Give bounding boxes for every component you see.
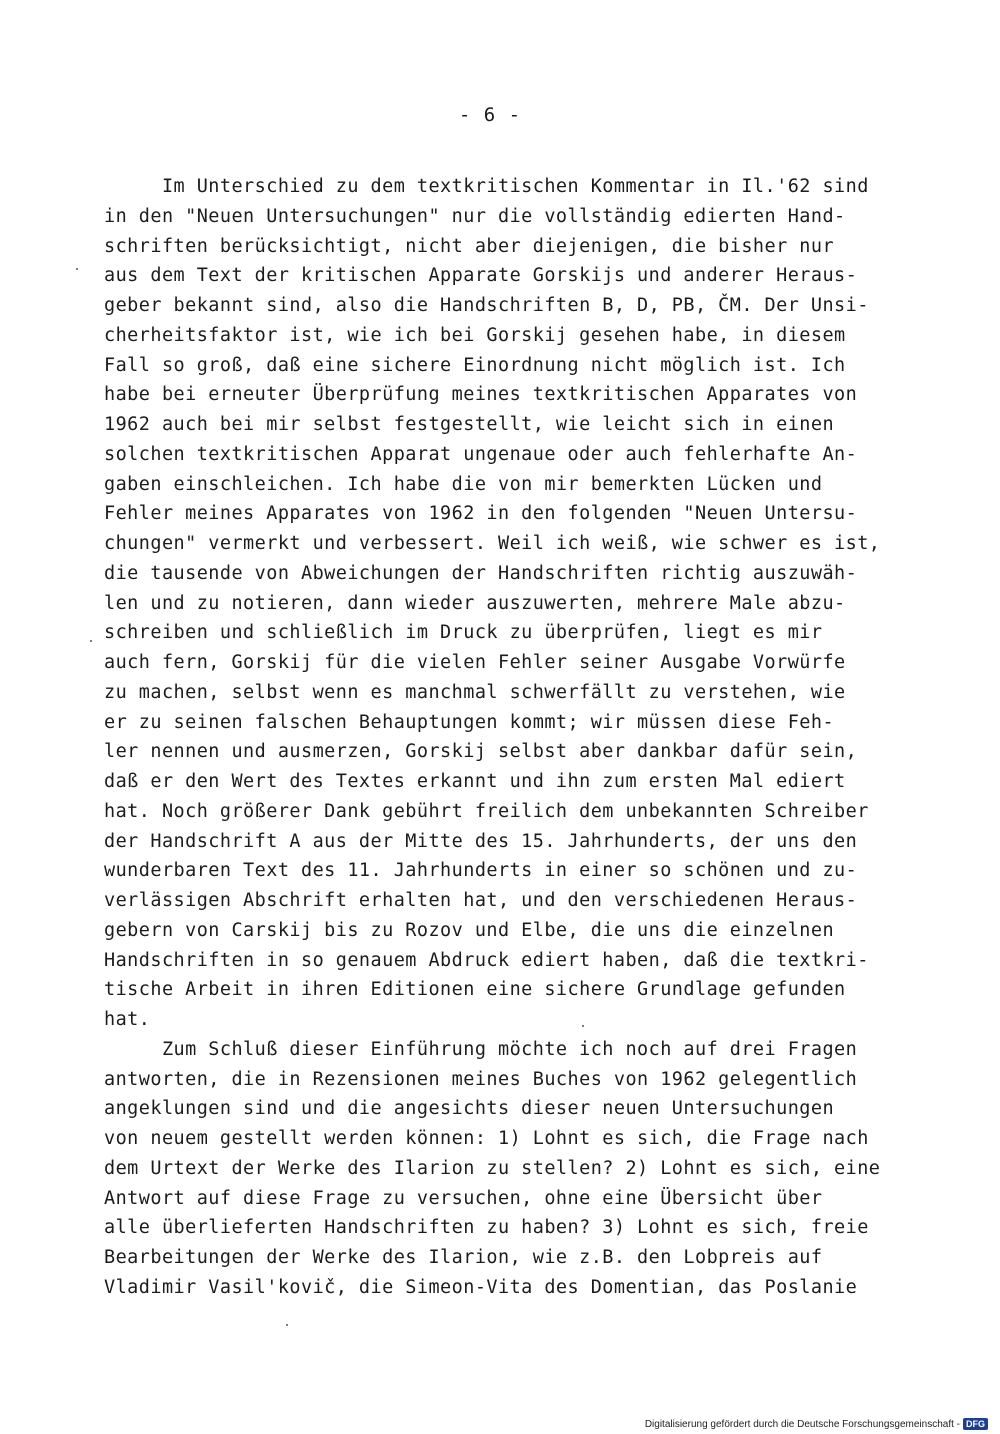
text-line: hat.	[104, 1009, 151, 1030]
text-line: in den "Neuen Untersuchungen" nur die vollständig edierten Hand-	[104, 205, 846, 227]
scan-speck	[286, 1324, 288, 1326]
text-line: die tausende von Abweichungen der Handschriften richtig auszuwäh-	[104, 562, 858, 584]
text-line: habe bei erneuter Überprüfung meines textkritischen Apparates von	[104, 384, 858, 406]
digitization-footer	[645, 1418, 988, 1430]
text-line: Antwort auf diese Frage zu versuchen, ohne eine Übersicht über	[104, 1187, 823, 1209]
scan-speck	[90, 640, 92, 642]
text-line: verlässigen Abschrift erhalten hat, und den verschiedenen Heraus-	[104, 890, 858, 911]
text-line: schriften berücksichtigt, nicht aber diejenigen, die bisher nur	[104, 235, 835, 257]
scan-speck	[582, 1025, 584, 1027]
text-line: geber bekannt sind, also die Handschriften B, D, PB, ČM. Der Unsi-	[104, 295, 869, 316]
text-line: aus dem Text der kritischen Apparate Gorskijs und anderer Heraus-	[104, 265, 858, 287]
text-line: wunderbaren Text des 11. Jahrhunderts in einer so schönen und zu-	[104, 860, 858, 882]
text-line: alle überlieferten Handschriften zu haben? 3) Lohnt es sich, freie	[104, 1217, 869, 1239]
dfg-logo: DFG	[963, 1418, 988, 1430]
text-line: auch fern, Gorskij für die vielen Fehler seiner Ausgabe Vorwürfe	[104, 652, 846, 673]
text-line: der Handschrift A aus der Mitte des 15. Jahrhunderts, der uns den	[104, 830, 858, 852]
text-line: er zu seinen falschen Behauptungen kommt; wir müssen diese Feh-	[104, 711, 835, 733]
text-line: Im Unterschied zu dem textkritischen Kommentar in Il.'62 sind	[104, 176, 869, 197]
text-line: Fall so groß, daß eine sichere Einordnung nicht möglich ist. Ich	[104, 354, 846, 376]
text-line: hat. Noch größerer Dank gebührt freilich dem unbekannten Schreiber	[104, 800, 869, 822]
footer-text: Digitalisierung gefördert durch die Deutsche Forschungsgemeinschaft -	[644, 1418, 960, 1430]
text-line: 1962 auch bei mir selbst festgestellt, wie leicht sich in einen	[104, 414, 835, 435]
text-line: Handschriften in so genauem Abdruck ediert haben, daß die textkri-	[104, 949, 869, 971]
text-line: Vladimir Vasil'kovič, die Simeon-Vita des Domentian, das Poslanie	[104, 1276, 858, 1298]
text-line: gebern von Carskij bis zu Rozov und Elbe, die uns die einzelnen	[104, 919, 835, 941]
text-line: chungen" vermerkt und verbessert. Weil ich weiß, wie schwer es ist,	[104, 533, 881, 554]
text-line: tische Arbeit in ihren Editionen eine sichere Grundlage gefunden	[104, 979, 846, 1001]
text-line: Fehler meines Apparates von 1962 in den folgenden "Neuen Untersu-	[104, 503, 858, 525]
text-line: len und zu notieren, dann wieder auszuwerten, mehrere Male abzu-	[104, 592, 846, 614]
text-line: Zum Schluß dieser Einführung möchte ich noch auf drei Fragen	[104, 1038, 858, 1060]
text-line: antworten, die in Rezensionen meines Buches von 1962 gelegentlich	[104, 1068, 858, 1090]
text-line: gaben einschleichen. Ich habe die von mir bemerkten Lücken und	[104, 473, 823, 495]
text-line: solchen textkritischen Apparat ungenaue oder auch fehlerhafte An-	[104, 443, 858, 465]
text-line: Bearbeitungen der Werke des Ilarion, wie z.B. den Lobpreis auf	[104, 1247, 823, 1268]
text-line: angeklungen sind und die angesichts dieser neuen Untersuchungen	[104, 1098, 835, 1120]
text-line: cherheitsfaktor ist, wie ich bei Gorskij gesehen habe, in diesem	[104, 324, 846, 346]
text-line: schreiben und schließlich im Druck zu überprüfen, liegt es mir	[104, 622, 823, 644]
text-line: daß er den Wert des Textes erkannt und ihn zum ersten Mal ediert	[104, 771, 846, 792]
page-number: - 6 -	[458, 104, 522, 126]
scan-speck	[76, 268, 78, 270]
text-line: dem Urtext der Werke des Ilarion zu stellen? 2) Lohnt es sich, eine	[104, 1157, 881, 1179]
text-line: von neuem gestellt werden können: 1) Lohnt es sich, die Frage nach	[104, 1128, 869, 1149]
text-line: ler nennen und ausmerzen, Gorskij selbst aber dankbar dafür sein,	[104, 741, 858, 763]
text-line: zu machen, selbst wenn es manchmal schwerfällt zu verstehen, wie	[104, 681, 846, 703]
